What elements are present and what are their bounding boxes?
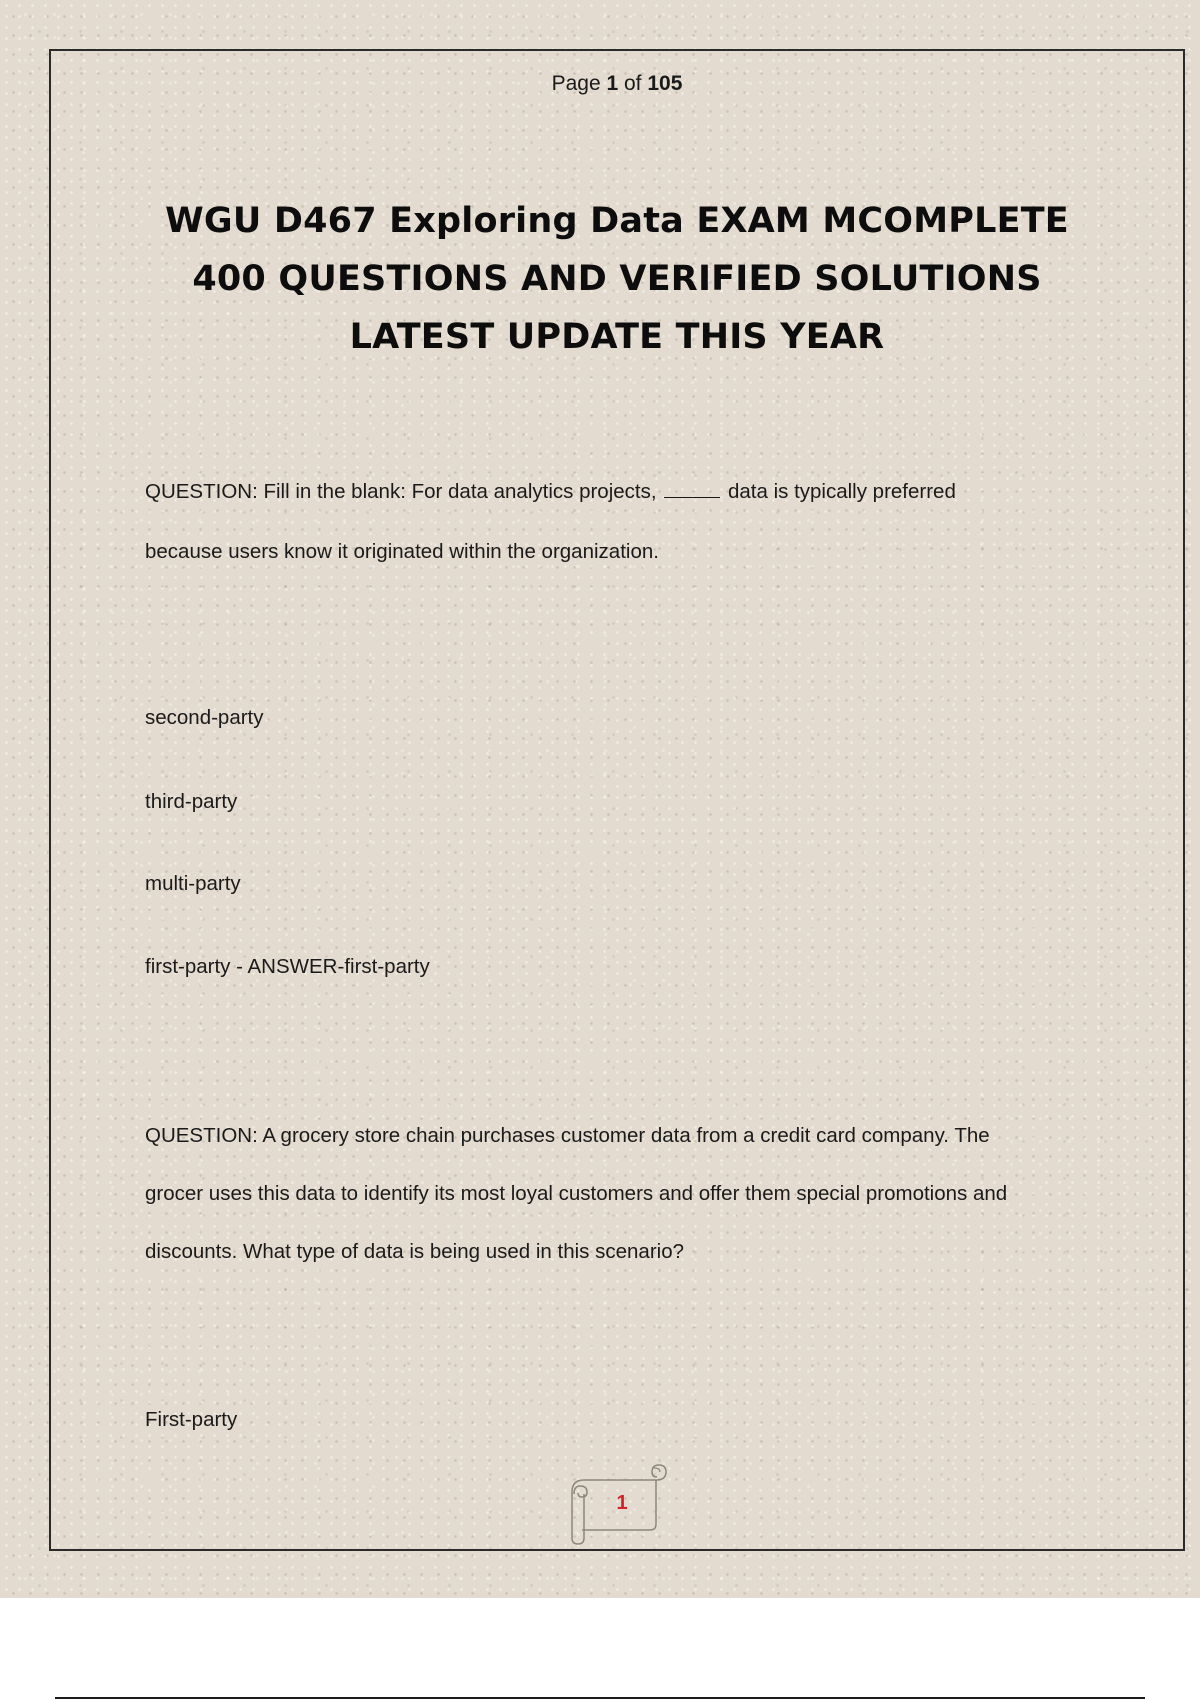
answer-option: second-party bbox=[145, 706, 264, 729]
document-title bbox=[120, 192, 1114, 366]
fill-in-blank bbox=[664, 479, 720, 498]
question-2-text-line: grocer uses this data to identify its most loyal customers and offer them special promotions and bbox=[145, 1182, 1008, 1205]
question-1-after-blank: data is typically preferred bbox=[727, 480, 956, 503]
answer-option: multi-party bbox=[145, 872, 241, 895]
page-number-badge bbox=[560, 1464, 670, 1546]
answer-option: First-party bbox=[145, 1408, 238, 1431]
page-counter-current: 1 bbox=[606, 72, 619, 95]
title-line: 400 QUESTIONS AND VERIFIED SOLUTIONS bbox=[192, 259, 1042, 299]
question-1-text-line-2: because users know it originated within the organization. bbox=[145, 540, 659, 563]
question-2-text-line: discounts. What type of data is being used in this scenario? bbox=[145, 1240, 685, 1263]
question-1-text-line-1 bbox=[145, 479, 956, 504]
page-number: 1 bbox=[616, 1492, 628, 1514]
page-counter-of: of bbox=[624, 72, 642, 95]
page-counter bbox=[0, 72, 1200, 96]
page-counter-prefix: Page bbox=[551, 72, 601, 95]
bottom-divider bbox=[55, 1697, 1145, 1699]
answer-option-correct: first-party - ANSWER-first-party bbox=[145, 955, 430, 978]
title-line: LATEST UPDATE THIS YEAR bbox=[349, 317, 885, 357]
question-1-before-blank: QUESTION: Fill in the blank: For data analytics projects, bbox=[145, 480, 657, 503]
question-2-text-line: QUESTION: A grocery store chain purchases customer data from a credit card company. The bbox=[145, 1124, 990, 1147]
page-counter-total: 105 bbox=[647, 72, 683, 95]
answer-option: third-party bbox=[145, 790, 238, 813]
title-line: WGU D467 Exploring Data EXAM MCOMPLETE bbox=[165, 201, 1069, 241]
